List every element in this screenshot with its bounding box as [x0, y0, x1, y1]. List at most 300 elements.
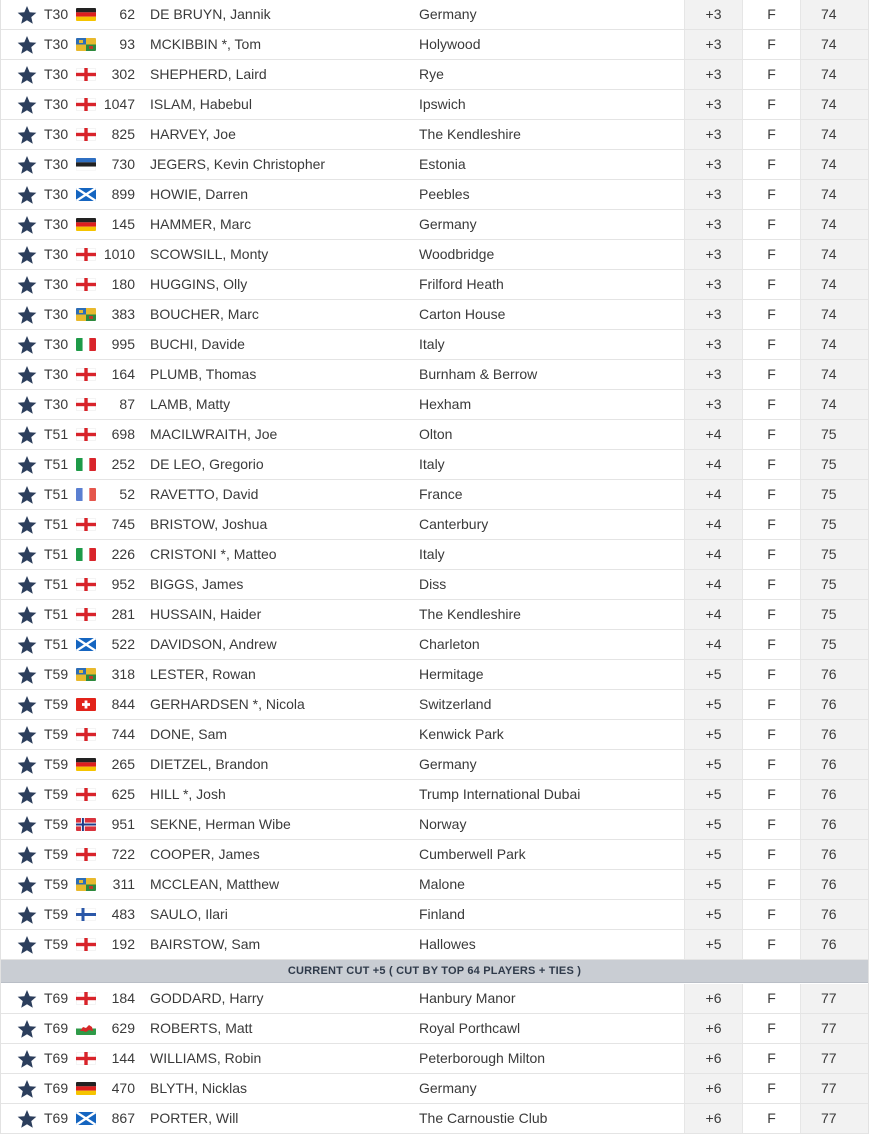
holes-thru: F	[742, 240, 800, 269]
player-number: 951	[111, 816, 135, 832]
player-name[interactable]: MACILWRAITH, Joe	[150, 426, 278, 442]
club-name: Kenwick Park	[419, 726, 504, 742]
favorite-star-icon[interactable]	[16, 125, 38, 145]
player-name[interactable]: BRISTOW, Joshua	[150, 516, 268, 532]
player-name[interactable]: JEGERS, Kevin Christopher	[150, 156, 326, 172]
total-score: 76	[800, 750, 868, 779]
score-to-par: +5	[684, 690, 742, 719]
favorite-star-icon[interactable]	[16, 545, 38, 565]
score-to-par: +3	[684, 240, 742, 269]
holes-thru: F	[742, 660, 800, 689]
holes-thru: F	[742, 420, 800, 449]
england-flag-icon	[76, 248, 96, 261]
score-to-par: +4	[684, 600, 742, 629]
player-name[interactable]: SHEPHERD, Laird	[150, 66, 267, 82]
england-flag-icon	[76, 992, 96, 1005]
club-name: France	[419, 486, 463, 502]
leaderboard-row[interactable]	[1, 270, 868, 300]
position: T51	[44, 516, 69, 532]
club-name: Hallowes	[419, 936, 476, 952]
player-name[interactable]: DE BRUYN, Jannik	[150, 6, 271, 22]
leaderboard-row[interactable]	[1, 660, 868, 690]
favorite-star-icon[interactable]	[16, 305, 38, 325]
score-to-par: +3	[684, 150, 742, 179]
ireland-flag-icon	[76, 668, 96, 681]
player-name[interactable]: ROBERTS, Matt	[150, 1020, 253, 1036]
position: T30	[44, 126, 69, 142]
position: T30	[44, 276, 69, 292]
score-to-par: +3	[684, 330, 742, 359]
score-to-par: +3	[684, 120, 742, 149]
total-score: 76	[800, 900, 868, 929]
player-name[interactable]: HARVEY, Joe	[150, 126, 236, 142]
player-name[interactable]: SCOWSILL, Monty	[150, 246, 269, 262]
leaderboard-row[interactable]	[1, 30, 868, 60]
favorite-star-icon[interactable]	[16, 245, 38, 265]
favorite-star-icon[interactable]	[16, 95, 38, 115]
total-score: 74	[800, 210, 868, 239]
club-name: Hanbury Manor	[419, 990, 516, 1006]
club-name: Olton	[419, 426, 453, 442]
score-to-par: +5	[684, 810, 742, 839]
player-number: 226	[111, 546, 135, 562]
holes-thru: F	[742, 330, 800, 359]
player-number: 744	[111, 726, 135, 742]
holes-thru: F	[742, 1074, 800, 1103]
england-flag-icon	[76, 848, 96, 861]
total-score: 76	[800, 780, 868, 809]
holes-thru: F	[742, 630, 800, 659]
score-to-par: +3	[684, 270, 742, 299]
holes-thru: F	[742, 210, 800, 239]
leaderboard-row[interactable]	[1, 180, 868, 210]
leaderboard-row[interactable]	[1, 150, 868, 180]
player-name[interactable]: HUSSAIN, Haider	[150, 606, 262, 622]
position: T30	[44, 306, 69, 322]
total-score: 77	[800, 1104, 868, 1133]
holes-thru: F	[742, 840, 800, 869]
player-name[interactable]: GERHARDSEN *, Nicola	[150, 696, 305, 712]
favorite-star-icon[interactable]	[16, 455, 38, 475]
leaderboard-row[interactable]	[1, 780, 868, 810]
holes-thru: F	[742, 300, 800, 329]
scotland-flag-icon	[76, 1112, 96, 1125]
position: T59	[44, 786, 69, 802]
favorite-star-icon[interactable]	[16, 989, 38, 1009]
player-number: 318	[111, 666, 135, 682]
leaderboard-row[interactable]	[1, 210, 868, 240]
holes-thru: F	[742, 780, 800, 809]
club-name: Trump International Dubai	[419, 786, 581, 802]
position: T59	[44, 756, 69, 772]
germany-flag-icon	[76, 218, 96, 231]
player-number: 522	[111, 636, 135, 652]
total-score: 75	[800, 600, 868, 629]
leaderboard-row[interactable]	[1, 900, 868, 930]
leaderboard-row[interactable]	[1, 360, 868, 390]
player-number: 184	[111, 990, 135, 1006]
player-name[interactable]: BAIRSTOW, Sam	[150, 936, 261, 952]
position: T30	[44, 96, 69, 112]
finland-flag-icon	[76, 908, 96, 921]
score-to-par: +5	[684, 660, 742, 689]
club-name: Rye	[419, 66, 444, 82]
position: T69	[44, 1020, 69, 1036]
total-score: 77	[800, 1074, 868, 1103]
club-name: Norway	[419, 816, 467, 832]
player-name[interactable]: DIETZEL, Brandon	[150, 756, 269, 772]
england-flag-icon	[76, 398, 96, 411]
favorite-star-icon[interactable]	[16, 395, 38, 415]
switzerland-flag-icon	[76, 698, 96, 711]
club-name: Germany	[419, 216, 477, 232]
leaderboard-row[interactable]	[1, 930, 868, 960]
holes-thru: F	[742, 1044, 800, 1073]
favorite-star-icon[interactable]	[16, 935, 38, 955]
holes-thru: F	[742, 150, 800, 179]
favorite-star-icon[interactable]	[16, 1049, 38, 1069]
score-to-par: +5	[684, 840, 742, 869]
player-number: 867	[111, 1110, 135, 1126]
leaderboard-row[interactable]	[1, 420, 868, 450]
player-number: 252	[111, 456, 135, 472]
leaderboard-row[interactable]	[1, 1104, 868, 1134]
leaderboard-row[interactable]	[1, 870, 868, 900]
player-name[interactable]: BUCHI, Davide	[150, 336, 245, 352]
score-to-par: +6	[684, 1074, 742, 1103]
player-number: 383	[111, 306, 135, 322]
england-flag-icon	[76, 278, 96, 291]
score-to-par: +3	[684, 180, 742, 209]
club-name: The Kendleshire	[419, 126, 521, 142]
player-name[interactable]: SEKNE, Herman Wibe	[150, 816, 291, 832]
leaderboard-row[interactable]	[1, 810, 868, 840]
player-name[interactable]: HILL *, Josh	[150, 786, 226, 802]
holes-thru: F	[742, 930, 800, 959]
leaderboard-row[interactable]	[1, 450, 868, 480]
favorite-star-icon[interactable]	[16, 215, 38, 235]
player-number: 192	[111, 936, 135, 952]
holes-thru: F	[742, 0, 800, 29]
total-score: 74	[800, 150, 868, 179]
score-to-par: +3	[684, 390, 742, 419]
club-name: Canterbury	[419, 516, 489, 532]
position: T69	[44, 1110, 69, 1126]
club-name: Hexham	[419, 396, 472, 412]
player-number: 745	[111, 516, 135, 532]
position: T30	[44, 246, 69, 262]
player-name[interactable]: HUGGINS, Olly	[150, 276, 248, 292]
score-to-par: +6	[684, 1044, 742, 1073]
england-flag-icon	[76, 428, 96, 441]
favorite-star-icon[interactable]	[16, 35, 38, 55]
leaderboard-row[interactable]	[1, 1014, 868, 1044]
leaderboard-row[interactable]	[1, 330, 868, 360]
leaderboard-row[interactable]	[1, 0, 868, 30]
favorite-star-icon[interactable]	[16, 665, 38, 685]
leaderboard-row[interactable]	[1, 510, 868, 540]
position: T59	[44, 906, 69, 922]
england-flag-icon	[76, 128, 96, 141]
favorite-star-icon[interactable]	[16, 335, 38, 355]
favorite-star-icon[interactable]	[16, 425, 38, 445]
england-flag-icon	[76, 68, 96, 81]
club-name: Finland	[419, 906, 465, 922]
position: T30	[44, 66, 69, 82]
player-number: 52	[119, 486, 135, 502]
favorite-star-icon[interactable]	[16, 575, 38, 595]
holes-thru: F	[742, 900, 800, 929]
leaderboard-row[interactable]	[1, 60, 868, 90]
total-score: 74	[800, 300, 868, 329]
holes-thru: F	[742, 984, 800, 1013]
club-name: Holywood	[419, 36, 481, 52]
club-name: Frilford Heath	[419, 276, 504, 292]
leaderboard-row[interactable]	[1, 1074, 868, 1104]
holes-thru: F	[742, 540, 800, 569]
holes-thru: F	[742, 270, 800, 299]
position: T30	[44, 396, 69, 412]
score-to-par: +3	[684, 360, 742, 389]
leaderboard-row[interactable]	[1, 630, 868, 660]
leaderboard-row[interactable]	[1, 600, 868, 630]
holes-thru: F	[742, 450, 800, 479]
leaderboard-row[interactable]	[1, 750, 868, 780]
total-score: 74	[800, 60, 868, 89]
player-number: 952	[111, 576, 135, 592]
favorite-star-icon[interactable]	[16, 635, 38, 655]
holes-thru: F	[742, 810, 800, 839]
favorite-star-icon[interactable]	[16, 485, 38, 505]
favorite-star-icon[interactable]	[16, 365, 38, 385]
wales-flag-icon	[76, 1022, 96, 1035]
holes-thru: F	[742, 510, 800, 539]
player-name[interactable]: DE LEO, Gregorio	[150, 456, 264, 472]
leaderboard-row[interactable]	[1, 300, 868, 330]
ireland-flag-icon	[76, 38, 96, 51]
position: T59	[44, 876, 69, 892]
player-name[interactable]: WILLIAMS, Robin	[150, 1050, 262, 1066]
holes-thru: F	[742, 720, 800, 749]
position: T30	[44, 156, 69, 172]
player-number: 93	[119, 36, 135, 52]
player-name[interactable]: CRISTONI *, Matteo	[150, 546, 277, 562]
favorite-star-icon[interactable]	[16, 905, 38, 925]
total-score: 74	[800, 90, 868, 119]
rows-below-cut	[1, 984, 868, 1134]
leaderboard-row[interactable]	[1, 840, 868, 870]
leaderboard-row[interactable]	[1, 570, 868, 600]
germany-flag-icon	[76, 1082, 96, 1095]
favorite-star-icon[interactable]	[16, 185, 38, 205]
total-score: 76	[800, 660, 868, 689]
player-number: 62	[119, 6, 135, 22]
favorite-star-icon[interactable]	[16, 695, 38, 715]
player-name[interactable]: PLUMB, Thomas	[150, 366, 257, 382]
holes-thru: F	[742, 90, 800, 119]
total-score: 77	[800, 1014, 868, 1043]
player-name[interactable]: DONE, Sam	[150, 726, 228, 742]
player-name[interactable]: RAVETTO, David	[150, 486, 259, 502]
scotland-flag-icon	[76, 638, 96, 651]
player-number: 722	[111, 846, 135, 862]
favorite-star-icon[interactable]	[16, 515, 38, 535]
club-name: The Kendleshire	[419, 606, 521, 622]
leaderboard-row[interactable]	[1, 720, 868, 750]
player-name[interactable]: BLYTH, Nicklas	[150, 1080, 247, 1096]
total-score: 74	[800, 30, 868, 59]
player-name[interactable]: LESTER, Rowan	[150, 666, 256, 682]
favorite-star-icon[interactable]	[16, 5, 38, 25]
club-name: Italy	[419, 546, 445, 562]
favorite-star-icon[interactable]	[16, 1019, 38, 1039]
total-score: 75	[800, 540, 868, 569]
club-name: Royal Porthcawl	[419, 1020, 521, 1036]
holes-thru: F	[742, 60, 800, 89]
score-to-par: +5	[684, 720, 742, 749]
club-name: Estonia	[419, 156, 466, 172]
italy-flag-icon	[76, 458, 96, 471]
total-score: 74	[800, 360, 868, 389]
total-score: 74	[800, 270, 868, 299]
club-name: Ipswich	[419, 96, 466, 112]
favorite-star-icon[interactable]	[16, 155, 38, 175]
player-number: 899	[111, 186, 135, 202]
leaderboard-row[interactable]	[1, 690, 868, 720]
player-name[interactable]: SAULO, Ilari	[150, 906, 228, 922]
total-score: 74	[800, 180, 868, 209]
italy-flag-icon	[76, 338, 96, 351]
club-name: Burnham & Berrow	[419, 366, 538, 382]
scotland-flag-icon	[76, 188, 96, 201]
score-to-par: +5	[684, 780, 742, 809]
germany-flag-icon	[76, 758, 96, 771]
england-flag-icon	[76, 728, 96, 741]
leaderboard-row[interactable]	[1, 90, 868, 120]
holes-thru: F	[742, 1104, 800, 1133]
position: T59	[44, 726, 69, 742]
holes-thru: F	[742, 30, 800, 59]
holes-thru: F	[742, 390, 800, 419]
score-to-par: +5	[684, 870, 742, 899]
player-name[interactable]: HOWIE, Darren	[150, 186, 249, 202]
england-flag-icon	[76, 98, 96, 111]
player-number: 1010	[103, 246, 135, 262]
favorite-star-icon[interactable]	[16, 815, 38, 835]
england-flag-icon	[76, 608, 96, 621]
player-name[interactable]: LAMB, Matty	[150, 396, 231, 412]
italy-flag-icon	[76, 548, 96, 561]
position: T51	[44, 426, 69, 442]
club-name: Germany	[419, 1080, 477, 1096]
holes-thru: F	[742, 1014, 800, 1043]
holes-thru: F	[742, 570, 800, 599]
score-to-par: +4	[684, 630, 742, 659]
total-score: 75	[800, 630, 868, 659]
score-to-par: +4	[684, 510, 742, 539]
position: T59	[44, 846, 69, 862]
position: T51	[44, 636, 69, 652]
position: T30	[44, 186, 69, 202]
favorite-star-icon[interactable]	[16, 845, 38, 865]
player-name[interactable]: ISLAM, Habebul	[150, 96, 252, 112]
score-to-par: +4	[684, 450, 742, 479]
total-score: 75	[800, 510, 868, 539]
player-name[interactable]: BIGGS, James	[150, 576, 244, 592]
club-name: Germany	[419, 6, 477, 22]
leaderboard-row[interactable]	[1, 120, 868, 150]
leaderboard-row[interactable]	[1, 1044, 868, 1074]
score-to-par: +6	[684, 984, 742, 1013]
favorite-star-icon[interactable]	[16, 875, 38, 895]
position: T59	[44, 666, 69, 682]
favorite-star-icon[interactable]	[16, 65, 38, 85]
cut-line-banner: CURRENT CUT +5 ( CUT BY TOP 64 PLAYERS + TIES )	[1, 960, 868, 983]
france-flag-icon	[76, 488, 96, 501]
position: T69	[44, 990, 69, 1006]
total-score: 76	[800, 870, 868, 899]
total-score: 77	[800, 984, 868, 1013]
player-name[interactable]: GODDARD, Harry	[150, 990, 264, 1006]
favorite-star-icon[interactable]	[16, 1109, 38, 1129]
holes-thru: F	[742, 180, 800, 209]
england-flag-icon	[76, 368, 96, 381]
ireland-flag-icon	[76, 308, 96, 321]
player-name[interactable]: MCCLEAN, Matthew	[150, 876, 280, 892]
holes-thru: F	[742, 120, 800, 149]
player-number: 144	[111, 1050, 135, 1066]
leaderboard-row[interactable]	[1, 480, 868, 510]
leaderboard-row[interactable]	[1, 540, 868, 570]
score-to-par: +4	[684, 540, 742, 569]
england-flag-icon	[76, 518, 96, 531]
player-number: 730	[111, 156, 135, 172]
favorite-star-icon[interactable]	[16, 605, 38, 625]
favorite-star-icon[interactable]	[16, 275, 38, 295]
favorite-star-icon[interactable]	[16, 1079, 38, 1099]
position: T51	[44, 606, 69, 622]
leaderboard-row[interactable]	[1, 390, 868, 420]
favorite-star-icon[interactable]	[16, 755, 38, 775]
favorite-star-icon[interactable]	[16, 785, 38, 805]
holes-thru: F	[742, 750, 800, 779]
club-name: Cumberwell Park	[419, 846, 526, 862]
position: T51	[44, 546, 69, 562]
score-to-par: +4	[684, 420, 742, 449]
leaderboard-row[interactable]	[1, 240, 868, 270]
score-to-par: +3	[684, 300, 742, 329]
score-to-par: +6	[684, 1014, 742, 1043]
favorite-star-icon[interactable]	[16, 725, 38, 745]
club-name: Italy	[419, 336, 445, 352]
position: T59	[44, 816, 69, 832]
leaderboard-row[interactable]	[1, 984, 868, 1014]
player-name[interactable]: DAVIDSON, Andrew	[150, 636, 277, 652]
club-name: Hermitage	[419, 666, 484, 682]
player-name[interactable]: PORTER, Will	[150, 1110, 239, 1126]
holes-thru: F	[742, 360, 800, 389]
player-name[interactable]: COOPER, James	[150, 846, 260, 862]
score-to-par: +4	[684, 480, 742, 509]
player-name[interactable]: MCKIBBIN *, Tom	[150, 36, 261, 52]
club-name: Malone	[419, 876, 465, 892]
score-to-par: +3	[684, 90, 742, 119]
player-name[interactable]: BOUCHER, Marc	[150, 306, 259, 322]
norway-flag-icon	[76, 818, 96, 831]
player-name[interactable]: HAMMER, Marc	[150, 216, 252, 232]
score-to-par: +3	[684, 0, 742, 29]
score-to-par: +5	[684, 930, 742, 959]
